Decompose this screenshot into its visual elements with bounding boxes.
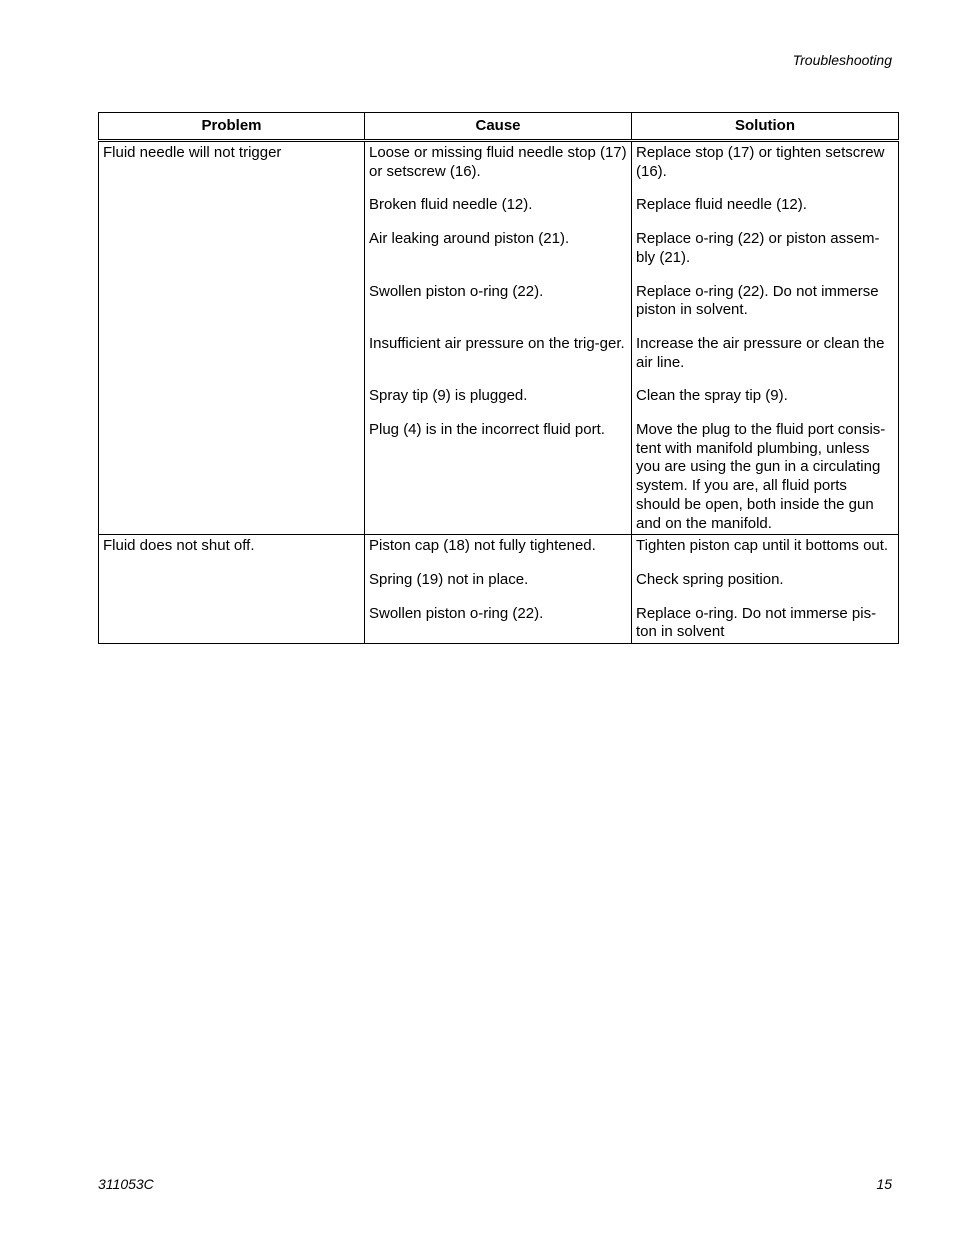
solution-cell: Replace o-ring (22) or piston assem-bly (21). — [632, 230, 899, 282]
problem-cell: Fluid needle will not trigger — [99, 141, 365, 535]
solution-cell: Replace o-ring. Do not immerse pis-ton in solvent — [632, 605, 899, 644]
solution-cell: Check spring position. — [632, 571, 899, 605]
page-number: 15 — [876, 1176, 892, 1192]
cause-cell: Air leaking around piston (21). — [365, 230, 632, 282]
cause-cell: Plug (4) is in the incorrect fluid port. — [365, 421, 632, 535]
solution-cell: Increase the air pressure or clean the air line. — [632, 335, 899, 387]
cause-cell: Swollen piston o-ring (22). — [365, 283, 632, 335]
cause-cell: Piston cap (18) not fully tightened. — [365, 535, 632, 571]
solution-cell: Move the plug to the fluid port consis-tent with manifold plumbing, unless you are using the gun in a circulating system. If you are, all fluid ports should be open, both inside the gun and on the manifold. — [632, 421, 899, 535]
cause-cell: Swollen piston o-ring (22). — [365, 605, 632, 644]
document-number: 311053C — [98, 1176, 154, 1192]
troubleshooting-table — [98, 112, 899, 644]
cause-cell: Loose or missing fluid needle stop (17) or setscrew (16). — [365, 141, 632, 197]
solution-cell: Clean the spray tip (9). — [632, 387, 899, 421]
problem-cell: Fluid does not shut off. — [99, 535, 365, 644]
table-row — [99, 535, 899, 571]
cause-cell: Insufficient air pressure on the trig-ger. — [365, 335, 632, 387]
solution-cell: Replace o-ring (22). Do not immerse piston in solvent. — [632, 283, 899, 335]
cause-cell: Spray tip (9) is plugged. — [365, 387, 632, 421]
solution-cell: Replace fluid needle (12). — [632, 196, 899, 230]
cause-cell: Spring (19) not in place. — [365, 571, 632, 605]
column-header-problem: Problem — [99, 113, 365, 141]
solution-cell: Tighten piston cap until it bottoms out. — [632, 535, 899, 571]
table-header-row — [99, 113, 899, 141]
table-row — [99, 141, 899, 197]
column-header-solution: Solution — [632, 113, 899, 141]
section-header: Troubleshooting — [792, 52, 892, 68]
column-header-cause: Cause — [365, 113, 632, 141]
cause-cell: Broken fluid needle (12). — [365, 196, 632, 230]
solution-cell: Replace stop (17) or tighten setscrew (16). — [632, 141, 899, 197]
